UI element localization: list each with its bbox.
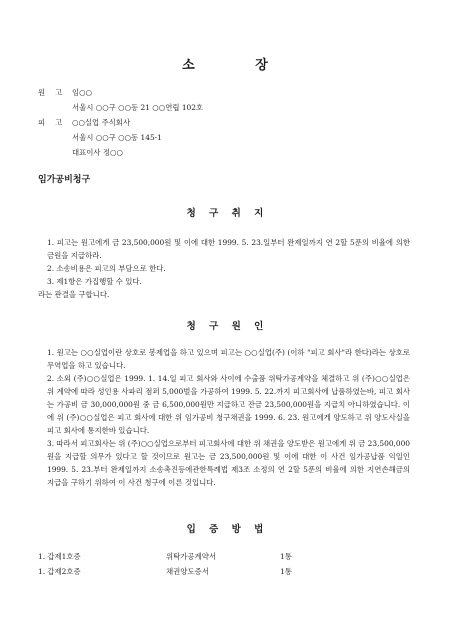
plaintiff-address: 서울시 ○○구 ○○동 21 ○○연립 102호 xyxy=(72,103,204,112)
defendant-representative: 대표이사 정○○ xyxy=(72,148,123,157)
defendant-role: 피고 xyxy=(38,118,73,127)
defendant-name-row xyxy=(38,115,408,130)
defendant-representative-row xyxy=(38,145,408,160)
claim-purpose-item-text: 1. 피고는 원고에게 금 23,500,000원 및 이에 대한 1999. 5. 23.일부터 완제일까지 연 2할 5푼의 비율에 의한 금원을 지급하라. xyxy=(47,238,410,260)
claim-cause-item xyxy=(38,437,410,489)
claim-purpose-closing: 라는 판결을 구합니다. xyxy=(38,290,110,299)
claim-cause-item-text: 2. 소외 (주)○○실업은 1999. 1. 14.일 피고 회사와 사이에 수출품 위탁가공계약을 체결하고 위 (주)○○실업은 위 계약에 따라 성인용 사파리 점퍼 5,000벌을 가공하여 1999. 5. 22.까지 피고회사에 납품하였는바, 피고 회사는 가공비 금 30,000,000원 중 금 6,500,000원만 지급하고 잔금 23,500,000원을 지급치 아니하였습니다. 이에 위 (주)○○실업은 피고 회사에 대한 위 임가공비 청구채권을 1999. 6. 23. 원고에게 양도하고 위 양도사실을 피고 회사에 통지한바 있습니다. xyxy=(47,374,410,435)
evidence-heading: 입 증 방 법 xyxy=(186,524,269,535)
plaintiff-address-row xyxy=(38,100,408,115)
evidence-row xyxy=(38,549,410,564)
claim-cause-item-text: 3. 따라서 피고회사는 위 (주)○○실업으로부터 피고회사에 대한 위 채권을 양도받은 원고에게 위 금 23,500,000원을 지급할 의무가 있다고 할 것이므로 원고는 금 23,500,000원 및 이에 대한 이 사건 임가공납품 익일인 1999. 5. 23.부터 완제일까지 소송촉진등에관한특례법 제3조 소정의 연 2할 5푼의 비율에 의한 지연손해금의 지급을 구하기 위하여 이 사건 청구에 이른 것입니다. xyxy=(47,439,410,487)
party-block xyxy=(38,85,408,160)
claim-cause-item xyxy=(38,346,410,372)
evidence-row xyxy=(38,564,410,579)
evidence-list xyxy=(38,549,410,579)
claim-purpose-heading: 청 구 취 지 xyxy=(186,208,269,219)
plaintiff-name-row xyxy=(38,85,408,100)
claim-purpose-item xyxy=(38,236,410,262)
claim-cause-section xyxy=(38,346,410,489)
claim-purpose-section xyxy=(38,236,410,301)
defendant-name: ○○실업 주식회사 xyxy=(72,118,131,127)
evidence-count: 1통 xyxy=(280,552,292,561)
claim-purpose-item-text: 2. 소송비용은 피고의 부담으로 한다. xyxy=(47,264,166,273)
defendant-address-row xyxy=(38,130,408,145)
claim-cause-item xyxy=(38,372,410,437)
evidence-document: 위탁가공계약서 xyxy=(166,552,216,561)
claim-purpose-item-text: 3. 제1항은 가집행할 수 있다. xyxy=(47,277,142,286)
claim-cause-heading: 청 구 원 인 xyxy=(186,321,269,332)
claim-purpose-item xyxy=(38,275,410,288)
evidence-label: 1. 갑제2호증 xyxy=(38,567,81,576)
defendant-address: 서울시 ○○구 ○○동 145-1 xyxy=(72,133,162,142)
evidence-document: 채권양도증서 xyxy=(166,567,209,576)
claim-cause-item-text: 1. 원고는 ○○실업이란 상호로 봉제업을 하고 있으며 피고는 ○○실업(주) (이하 "피고 회사"라 한다)라는 상호로 무역업을 하고 있습니다. xyxy=(47,348,410,370)
plaintiff-role: 원고 xyxy=(38,88,73,97)
document-title: 소 장 xyxy=(182,58,296,73)
evidence-label: 1. 갑제1호증 xyxy=(38,552,81,561)
plaintiff-name: 임○○ xyxy=(72,88,93,97)
case-title: 임가공비청구 xyxy=(38,175,91,185)
evidence-count: 1통 xyxy=(280,567,292,576)
claim-purpose-item xyxy=(38,262,410,275)
